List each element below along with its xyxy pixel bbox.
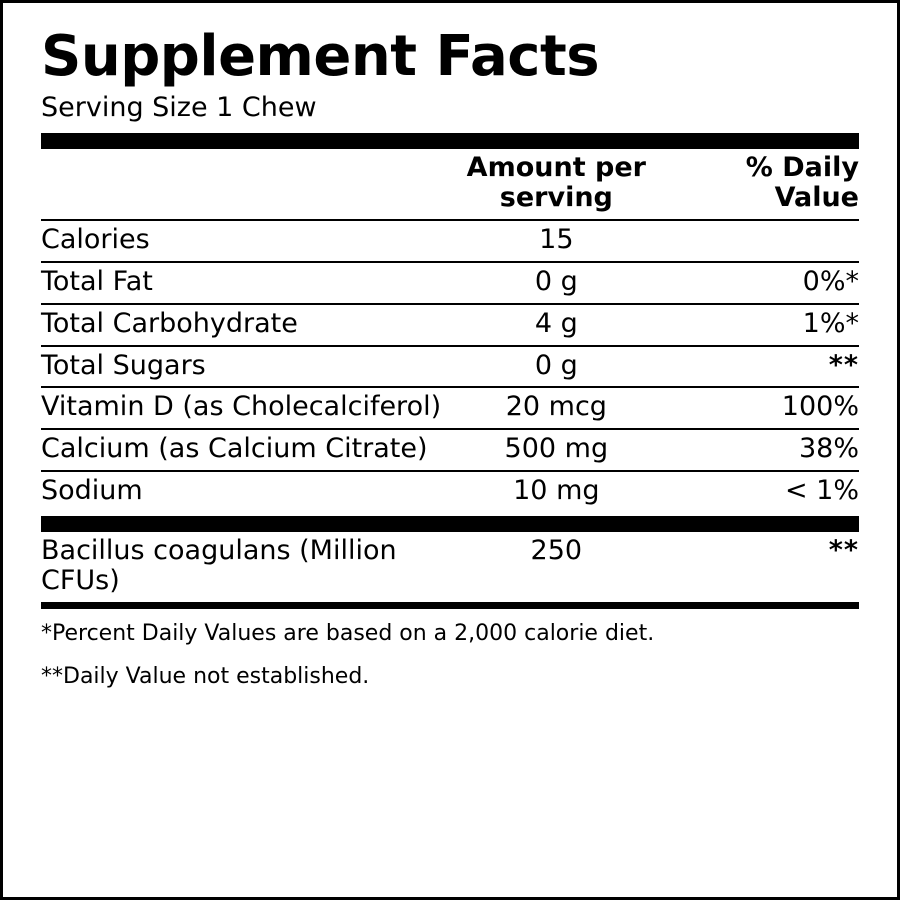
row-amount: 0 g	[442, 262, 671, 304]
row-dv: **	[671, 346, 859, 388]
serving-size: Serving Size 1 Chew	[41, 92, 317, 123]
table-row	[41, 429, 859, 471]
row-name: Sodium	[41, 474, 143, 506]
panel-title: Supplement Facts	[41, 24, 600, 89]
row-amount: 10 mg	[513, 474, 600, 506]
table-row	[41, 304, 859, 346]
table-row	[41, 220, 859, 262]
row-dv: **	[828, 534, 859, 566]
row-dv	[671, 220, 859, 262]
header-name-cell	[41, 149, 442, 221]
header-dv-line1: % Daily	[745, 151, 859, 183]
nutrition-table	[41, 149, 859, 512]
header-dv-line2: Value	[774, 182, 859, 214]
header-dv-cell	[671, 149, 859, 221]
row-name: Bacillus coagulans (Million CFUs)	[41, 534, 397, 597]
table-header-row	[41, 149, 859, 221]
table-row	[41, 387, 859, 429]
row-amount: 15	[442, 220, 671, 262]
row-dv: 1%*	[671, 304, 859, 346]
row-dv: 0%*	[671, 262, 859, 304]
table-row	[41, 346, 859, 388]
row-name: Total Sugars	[41, 346, 442, 388]
table-row	[41, 262, 859, 304]
row-name: Vitamin D (as Cholecalciferol)	[41, 387, 442, 429]
top-thick-divider	[41, 133, 859, 149]
footnote-daily-values: *Percent Daily Values are based on a 2,000 calorie diet.	[41, 621, 655, 647]
header-amount-line2: serving	[499, 182, 613, 214]
mid-thick-divider	[41, 516, 859, 532]
row-dv: 100%	[671, 387, 859, 429]
row-amount: 500 mg	[442, 429, 671, 471]
row-dv: < 1%	[784, 474, 859, 506]
row-amount: 4 g	[442, 304, 671, 346]
row-amount: 250	[530, 534, 583, 566]
footnote-not-established: **Daily Value not established.	[41, 663, 370, 689]
header-amount-line1: Amount per	[466, 151, 646, 183]
other-ingredients-table	[41, 532, 859, 603]
row-amount: 0 g	[442, 346, 671, 388]
table-row	[41, 532, 859, 603]
header-amount-cell	[442, 149, 671, 221]
row-name: Calories	[41, 220, 442, 262]
row-name: Total Carbohydrate	[41, 304, 442, 346]
row-dv: 38%	[671, 429, 859, 471]
row-amount: 20 mcg	[442, 387, 671, 429]
bottom-thick-divider	[41, 602, 859, 609]
row-name: Total Fat	[41, 262, 442, 304]
row-name: Calcium (as Calcium Citrate)	[41, 429, 442, 471]
footnotes	[41, 621, 859, 690]
table-row	[41, 471, 859, 512]
